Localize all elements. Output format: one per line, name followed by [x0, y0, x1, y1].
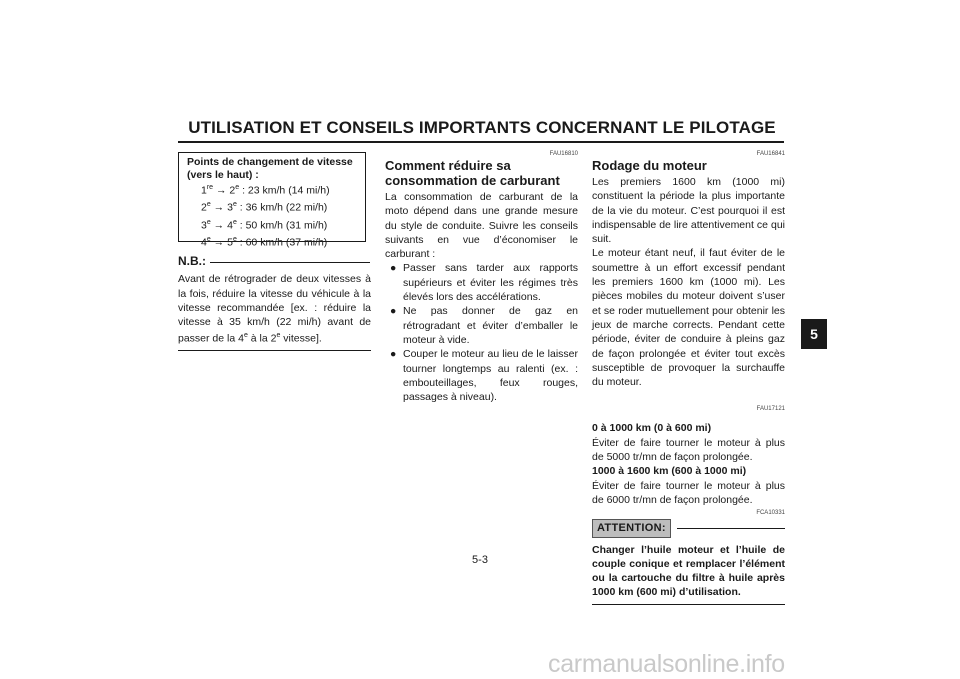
bullet-icon: ●	[390, 262, 397, 275]
shift-row: 3e → 4e : 50 km/h (31 mi/h)	[201, 218, 328, 232]
page-number: 5-3	[472, 554, 488, 566]
section-code: FCA10331	[756, 510, 785, 517]
attention-header	[592, 519, 785, 537]
arrow-right-icon: →	[213, 219, 225, 232]
nb-heading: N.B.:	[178, 254, 206, 268]
break-in-section	[592, 150, 785, 605]
section-code: FAU16810	[549, 151, 578, 157]
nb-text: Avant de rétrograder de deux vitesses à la fois, réduire la vitesse du véhicule à la vitesse recommandée [ex. : réduire la vitesse à 35 km/h (22 mi/h) avant de passer de la 4e à la 2e vitesse].	[178, 273, 371, 345]
watermark: carmanualsonline.info	[548, 650, 785, 678]
title-underline	[178, 141, 784, 143]
sub-heading-0-1000: 0 à 1000 km (0 à 600 mi)	[592, 422, 712, 435]
fuel-section	[385, 150, 578, 404]
list-item: ● Ne pas donner de gaz en rétrogradant et éviter d’emballer le moteur à vide.	[390, 305, 578, 346]
arrow-right-icon: →	[213, 236, 225, 249]
shift-row: 1re → 2e : 23 km/h (14 mi/h)	[201, 184, 330, 197]
bullet-icon: ●	[390, 305, 397, 318]
arrow-right-icon: →	[213, 201, 225, 214]
bullet-icon: ●	[390, 348, 397, 361]
sub-text-1000-1600: Éviter de faire tourner le moteur à plus de 6000 tr/mn de façon prolongée.	[592, 479, 785, 506]
shift-row: 4e → 5e : 60 km/h (37 mi/h)	[201, 235, 328, 249]
attention-text: Changer l’huile moteur et l’huile de couple conique et remplacer l’élément ou la cartouche du filtre à huile après 1000 km (600 mi) d’utilisation.	[592, 543, 785, 599]
section-code: FAU17121	[756, 406, 785, 413]
chapter-tab: 5	[801, 319, 827, 349]
attention-bottom-rule	[592, 604, 785, 605]
fuel-heading: Comment réduire sa consommation de carburant	[385, 158, 560, 188]
fuel-intro: La consommation de carburant de la moto dépend dans une grande mesure du style de conduite. Suivre les conseils suivants en vue d’économiser le carburant :	[385, 191, 578, 261]
break-in-heading: Rodage du moteur	[592, 158, 707, 173]
break-in-para-1: Les premiers 1600 km (1000 mi) constituent la période la plus importante de la vie du moteur. C’est pourquoi il est indispensable de lire attentivement ce qui suit.	[592, 176, 785, 246]
attention-rule	[677, 528, 785, 529]
shift-row: 2e → 3e : 36 km/h (22 mi/h)	[201, 201, 328, 214]
break-in-para-2: Le moteur étant neuf, il faut éviter de le soumettre à un effort excessif pendant les premiers 1600 km (1000 mi). Les pièces mobiles du moteur doivent s’user et se roder mutuellement pour obtenir les jeux de marche corrects. Pendant cette période, éviter de conduire à pleins gaz de façon prolongée et éviter tout excès susceptible de provoquer la surchauffe du moteur.	[592, 247, 785, 389]
arrow-right-icon: →	[216, 184, 227, 197]
list-item: ● Couper le moteur au lieu de le laisser tourner longtemps au ralenti (ex. : embouteillages, feux rouges, passages à niveau).	[390, 348, 578, 404]
sub-text-0-1000: Éviter de faire tourner le moteur à plus de 5000 tr/mn de façon prolongée.	[592, 436, 785, 464]
nb-bottom-rule	[178, 350, 371, 351]
shift-points-heading: Points de changement de vitesse (vers le haut) :	[187, 156, 353, 181]
nb-note	[178, 254, 371, 351]
sub-heading-1000-1600: 1000 à 1600 km (600 à 1000 mi)	[592, 465, 747, 478]
nb-rule	[210, 262, 370, 263]
page-title: UTILISATION ET CONSEILS IMPORTANTS CONCERNANT LE PILOTAGE	[188, 118, 776, 137]
shift-points-box	[178, 152, 366, 249]
section-code: FAU16841	[756, 151, 785, 157]
list-item: ● Passer sans tarder aux rapports supérieurs et éviter les régimes très élevés lors des accélérations.	[390, 262, 578, 304]
attention-badge: ATTENTION:	[592, 519, 671, 537]
